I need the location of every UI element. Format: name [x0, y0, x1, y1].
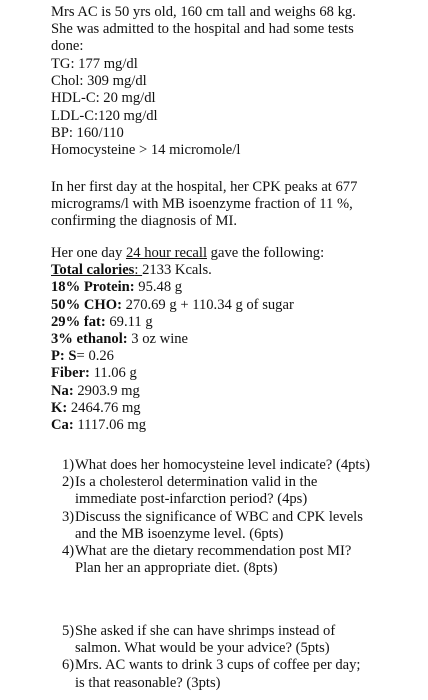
question-item	[51, 474, 410, 508]
recall-protein: 18% Protein: 95.48 g	[51, 279, 183, 296]
question-list-part2	[51, 623, 410, 692]
question-text: and the MB isoenzyme level. (6pts)	[75, 525, 284, 542]
recall-calcium: Ca: 1117.06 mg	[51, 417, 147, 434]
lab-bp: BP: 160/110	[51, 124, 124, 141]
recall-lead: Her one day	[51, 245, 126, 261]
recall-total-calories: Total calories: 2133 Kcals.	[51, 262, 212, 279]
lab-ldl: LDL-C:120 mg/dl	[51, 107, 158, 124]
question-item	[51, 623, 410, 657]
question-text: She asked if she can have shrimps instead of	[75, 623, 336, 639]
question-text: What does her homocysteine level indicate? (4pts)	[75, 457, 371, 473]
hospital-paragraph	[51, 179, 406, 231]
question-number: 6)	[62, 657, 75, 674]
question-item	[51, 509, 410, 543]
recall-fiber: Fiber: 11.06 g	[51, 365, 137, 382]
recall-sodium: Na: 2903.9 mg	[51, 382, 140, 399]
recall-ethanol: 3% ethanol: 3 oz wine	[51, 331, 189, 348]
question-item	[51, 543, 410, 577]
diet-recall	[51, 245, 406, 434]
lab-hdl: HDL-C: 20 mg/dl	[51, 90, 156, 107]
question-number: 3)	[62, 508, 75, 525]
recall-fat: 29% fat: 69.11 g	[51, 313, 153, 330]
question-number: 5)	[62, 623, 75, 639]
recall-ps-ratio: P: S= 0.26	[51, 348, 114, 365]
question-text: Discuss the significance of WBC and CPK levels	[75, 508, 363, 525]
question-number: 1)	[62, 457, 75, 473]
intro-line: Mrs AC is 50 yrs old, 160 cm tall and weighs 68 kg.	[51, 4, 356, 20]
recall-potassium: K: 2464.76 mg	[51, 399, 141, 416]
hospital-line: In her first day at the hospital, her CPK peaks at 677	[51, 179, 358, 195]
question-text: What are the dietary recommendation post MI?	[75, 543, 352, 560]
question-text: Plan her an appropriate diet. (8pts)	[75, 560, 278, 577]
hospital-line: confirming the diagnosis of MI.	[51, 213, 238, 230]
recall-underlined: 24 hour recall	[125, 245, 208, 261]
lab-chol: Chol: 309 mg/dl	[51, 73, 147, 90]
question-text: immediate post-infarction period? (4ps)	[75, 491, 308, 508]
question-text: is that reasonable? (3pts)	[75, 674, 221, 691]
lab-tg: TG: 177 mg/dl	[51, 56, 138, 72]
recall-cho: 50% CHO: 270.69 g + 110.34 g of sugar	[51, 296, 294, 313]
intro-line: She was admitted to the hospital and had some tests	[51, 21, 354, 38]
patient-intro	[51, 4, 406, 56]
question-item	[51, 457, 410, 474]
hospital-line: micrograms/l with MB isoenzyme fraction of 11 %,	[51, 196, 353, 213]
question-list-part1	[51, 457, 410, 577]
question-item	[51, 657, 410, 691]
question-text: Is a cholesterol determination valid in the	[75, 474, 318, 491]
lab-homocysteine: Homocysteine > 14 micromole/l	[51, 142, 241, 159]
intro-line: done:	[51, 38, 84, 55]
lab-results	[51, 56, 406, 159]
question-text: Mrs. AC wants to drink 3 cups of coffee per day;	[75, 657, 361, 674]
recall-tail: gave the following:	[207, 245, 325, 261]
recall-heading	[51, 245, 406, 262]
question-text: salmon. What would be your advice? (5pts)	[75, 640, 330, 657]
question-number: 4)	[62, 543, 75, 560]
question-number: 2)	[62, 474, 75, 491]
